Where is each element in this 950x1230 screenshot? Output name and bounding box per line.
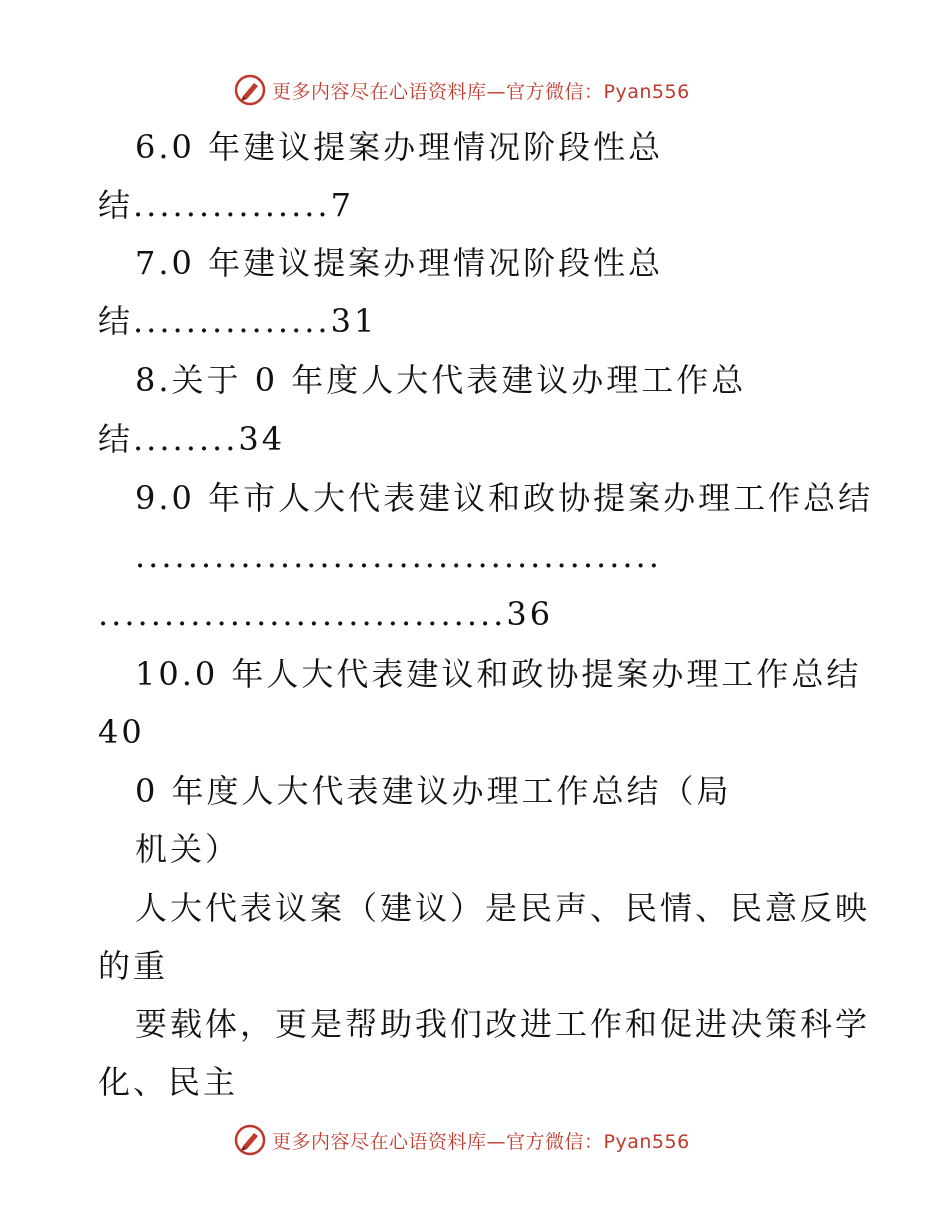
paragraph-line: 人大代表议案（建议）是民声、民情、民意反映 [135,889,871,927]
toc-item-9-dots: ........................................ [135,537,662,575]
section-title-cont: 机关） [135,830,241,868]
toc-item-10-cont: 40 [98,713,145,751]
paragraph-line: 化、民主 [98,1063,239,1101]
toc-item-7: 7.0 年建议提案办理情况阶段性总 [135,244,664,282]
pen-logo-icon [234,74,266,106]
banner-text: 更多内容尽在心语资料库—官方微信：Pyan556 [272,80,690,103]
footer-banner [234,1122,714,1158]
toc-item-10: 10.0 年人大代表建议和政协提案办理工作总结 [135,655,862,693]
toc-item-6: 6.0 年建议提案办理情况阶段性总 [135,128,664,166]
paragraph-line: 的重 [98,947,169,985]
toc-item-6-cont: 结...............7 [98,186,354,224]
pen-logo-icon [234,1124,266,1156]
toc-item-8-cont: 结........34 [98,420,286,458]
toc-item-7-cont: 结...............31 [98,302,378,340]
section-title: 0 年度人大代表建议办理工作总结（局 [135,772,732,810]
paragraph-line: 要载体，更是帮助我们改进工作和促进决策科学 [135,1005,871,1043]
toc-item-9-cont: ...............................36 [98,595,554,633]
toc-item-9: 9.0 年市人大代表建议和政协提案办理工作总结 [135,479,874,517]
banner-text: 更多内容尽在心语资料库—官方微信：Pyan556 [272,1130,690,1153]
header-banner [234,72,714,108]
toc-item-8: 8.关于 0 年度人大代表建议办理工作总 [135,361,747,399]
